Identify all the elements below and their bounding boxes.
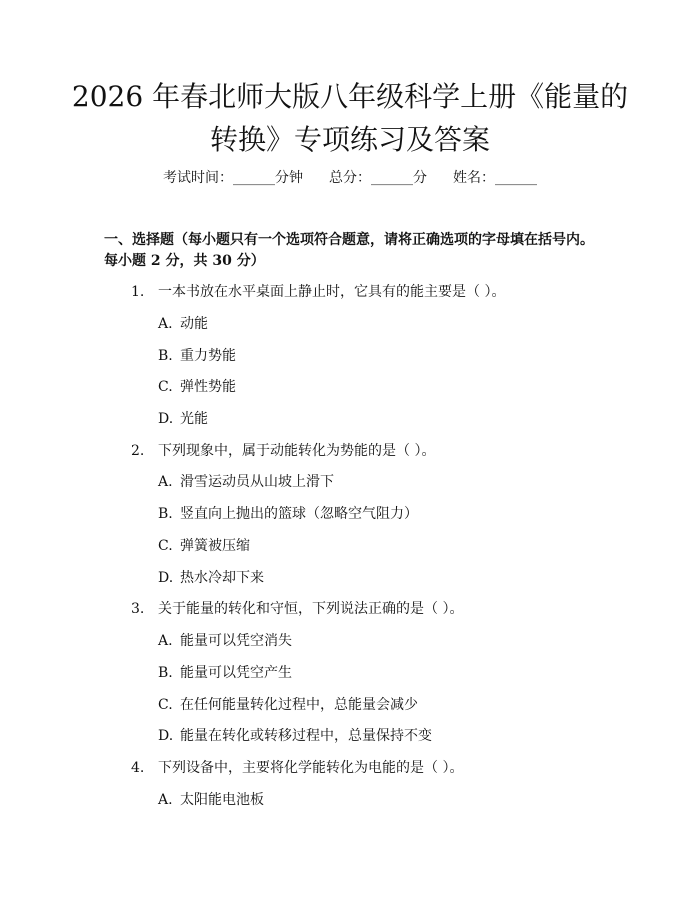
option-letter: D. (158, 570, 174, 586)
question-1-option-d (158, 408, 628, 430)
document-title-line-1: 2026 年春北师大版八年级科学上册《能量的 (71, 80, 629, 113)
exam-time: 考试时间：______分钟 (163, 170, 303, 186)
question-3-option-a (158, 630, 628, 652)
section-heading-line-1: 一、选择题（每小题只有一个选项符合题意，请将正确选项的字母填在括号内。 (104, 232, 594, 248)
option-text: 能量可以凭空产生 (180, 665, 292, 681)
question-text: 一本书放在水平桌面上静止时，它具有的能主要是（ ）。 (158, 284, 506, 300)
exam-student-name: 姓名：______ (453, 170, 537, 186)
option-letter: A. (158, 474, 173, 490)
option-text: 在任何能量转化过程中，总能量会减少 (180, 697, 418, 713)
question-2-option-d (158, 567, 628, 589)
question-number: 1. (131, 284, 145, 300)
option-text: 光能 (180, 411, 208, 427)
option-letter: D. (158, 728, 174, 744)
option-letter: A. (158, 633, 173, 649)
question-1-option-c (158, 376, 628, 398)
option-letter: B. (158, 348, 173, 364)
option-letter: A. (158, 792, 173, 808)
question-1 (131, 281, 631, 303)
option-text: 能量可以凭空消失 (180, 633, 292, 649)
option-letter: A. (158, 316, 173, 332)
question-2-option-b (158, 503, 628, 525)
option-text: 能量在转化或转移过程中，总量保持不变 (180, 728, 432, 744)
option-text: 滑雪运动员从山坡上滑下 (180, 474, 334, 490)
question-3 (131, 598, 631, 620)
option-letter: C. (158, 697, 173, 713)
option-text: 弹簧被压缩 (180, 538, 250, 554)
question-4-option-a (158, 789, 628, 811)
option-letter: C. (158, 538, 173, 554)
option-letter: B. (158, 506, 173, 522)
question-3-option-c (158, 694, 628, 716)
question-2-option-c (158, 535, 628, 557)
question-3-option-d (158, 725, 628, 747)
option-letter: C. (158, 379, 173, 395)
section-heading-line-2: 每小题 2 分，共 30 分） (104, 253, 265, 269)
question-1-option-b (158, 345, 628, 367)
exam-total-score: 总分：______分 (329, 170, 427, 186)
question-number: 4. (131, 760, 145, 776)
option-text: 弹性势能 (180, 379, 236, 395)
question-number: 3. (131, 601, 145, 617)
option-text: 热水冷却下来 (180, 570, 264, 586)
question-3-option-b (158, 662, 628, 684)
option-text: 竖直向上抛出的篮球（忽略空气阻力） (180, 506, 418, 522)
question-2-option-a (158, 471, 628, 493)
document-title-line-2: 转换》专项练习及答案 (209, 123, 490, 156)
question-2 (131, 440, 631, 462)
option-text: 动能 (180, 316, 208, 332)
question-text: 下列现象中，属于动能转化为势能的是（ ）。 (158, 443, 436, 459)
question-number: 2. (131, 443, 145, 459)
question-text: 下列设备中，主要将化学能转化为电能的是（ ）。 (158, 760, 464, 776)
option-text: 重力势能 (180, 348, 236, 364)
exam-info (0, 167, 700, 189)
option-letter: B. (158, 665, 173, 681)
question-text: 关于能量的转化和守恒，下列说法正确的是（ ）。 (158, 601, 464, 617)
question-1-option-a (158, 313, 628, 335)
question-4 (131, 757, 631, 779)
option-text: 太阳能电池板 (180, 792, 264, 808)
option-letter: D. (158, 411, 174, 427)
